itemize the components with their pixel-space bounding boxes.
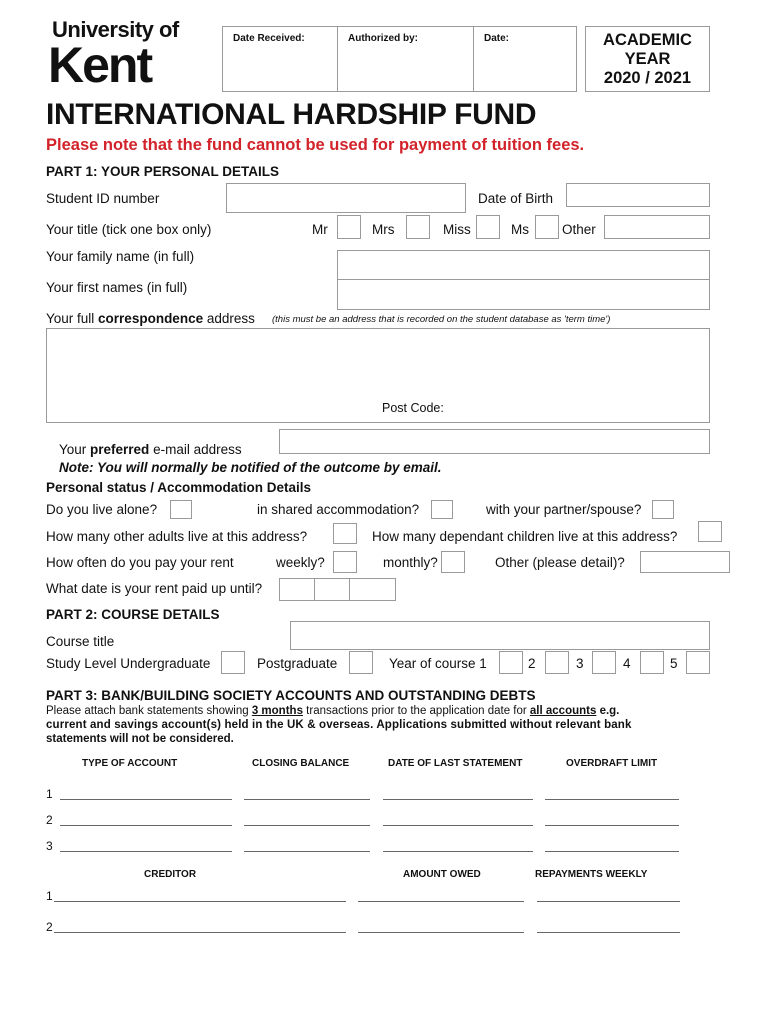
account-row2-number: 2 xyxy=(46,813,53,827)
authorized-by-label: Authorized by: xyxy=(348,33,418,44)
address-label-pre: Your full xyxy=(46,311,99,326)
part3-text-a: Please attach bank statements showing xyxy=(46,705,252,717)
part3-text-c: transactions prior to the application date for xyxy=(302,705,530,717)
account3-date-line[interactable] xyxy=(383,851,533,852)
family-name-label: Your family name (in full) xyxy=(46,249,195,264)
logo-university-of: University of xyxy=(52,17,179,42)
part3-heading: PART 3: BANK/BUILDING SOCIETY ACCOUNTS AND OUTSTANDING DEBTS xyxy=(46,688,536,703)
account1-date-line[interactable] xyxy=(383,799,533,800)
col-type-of-account: TYPE OF ACCOUNT xyxy=(82,758,178,769)
account1-overdraft-line[interactable] xyxy=(545,799,679,800)
debt2-creditor-line[interactable] xyxy=(54,932,346,933)
year5-label: 5 xyxy=(670,656,678,671)
address-note: (this must be an address that is recorded on the student database as 'term time') xyxy=(272,314,611,325)
course-title-label: Course title xyxy=(46,634,115,649)
academic-year-box xyxy=(585,26,710,92)
rent-date-year[interactable] xyxy=(349,578,396,601)
date-label: Date: xyxy=(484,33,510,44)
live-alone-checkbox[interactable] xyxy=(170,500,192,519)
account2-overdraft-line[interactable] xyxy=(545,825,679,826)
account2-date-line[interactable] xyxy=(383,825,533,826)
debt-row1-number: 1 xyxy=(46,889,53,903)
children-label: How many dependant children live at this address? xyxy=(372,529,678,544)
other-title-label: Other xyxy=(562,222,596,237)
year-label: YEAR xyxy=(624,50,671,68)
part3-line1 xyxy=(46,704,726,718)
debt-row2-number: 2 xyxy=(46,920,53,934)
address-label-bold: correspondence xyxy=(98,311,204,326)
account3-balance-line[interactable] xyxy=(244,851,370,852)
account-row1-number: 1 xyxy=(46,787,53,801)
part1-heading: PART 1: YOUR PERSONAL DETAILS xyxy=(46,164,280,179)
status-heading: Personal status / Accommodation Details xyxy=(46,480,312,495)
year4-label: 4 xyxy=(623,656,631,671)
account2-type-line[interactable] xyxy=(60,825,232,826)
monthly-checkbox[interactable] xyxy=(441,551,465,573)
debt1-creditor-line[interactable] xyxy=(54,901,346,902)
date-cell[interactable] xyxy=(473,26,577,92)
year-of-course-label: Year of course 1 xyxy=(389,656,487,671)
other-rent-label: Other (please detail)? xyxy=(495,555,625,570)
tuition-warning: Please note that the fund cannot be used for payment of tuition fees. xyxy=(46,136,585,154)
part2-heading: PART 2: COURSE DETAILS xyxy=(46,607,220,622)
col-overdraft-limit: OVERDRAFT LIMIT xyxy=(566,758,658,769)
address-label-post: address xyxy=(203,311,255,326)
family-name-input[interactable] xyxy=(337,250,710,280)
col-date-last-statement: DATE OF LAST STATEMENT xyxy=(388,758,523,769)
account3-type-line[interactable] xyxy=(60,851,232,852)
email-note: Note: You will normally be notified of the outcome by email. xyxy=(59,460,442,475)
part3-line2: current and savings account(s) held in the UK & overseas. Applications submitted without relevant bank xyxy=(46,719,632,731)
part3-text-d: all accounts xyxy=(529,705,597,717)
account2-balance-line[interactable] xyxy=(244,825,370,826)
miss-label: Miss xyxy=(443,222,471,237)
other-title-input[interactable] xyxy=(604,215,710,239)
ms-checkbox[interactable] xyxy=(535,215,559,239)
student-id-label: Student ID number xyxy=(46,191,160,206)
study-level-label: Study Level Undergraduate xyxy=(46,656,211,671)
mrs-checkbox[interactable] xyxy=(406,215,430,239)
col-closing-balance: CLOSING BALANCE xyxy=(252,758,350,769)
part3-text-b: 3 months xyxy=(251,705,303,717)
year2-checkbox[interactable] xyxy=(545,651,569,674)
logo-kent: Kent xyxy=(48,37,152,93)
email-label xyxy=(59,442,242,457)
ms-label: Ms xyxy=(511,222,529,237)
title-label: Your title (tick one box only) xyxy=(46,222,212,237)
year-value: 2020 / 2021 xyxy=(603,69,692,87)
weekly-label: weekly? xyxy=(276,555,325,570)
col-amount-owed: AMOUNT OWED xyxy=(403,869,481,880)
date-received-label: Date Received: xyxy=(233,33,305,44)
rent-date-day[interactable] xyxy=(279,578,315,601)
other-rent-input[interactable] xyxy=(640,551,730,573)
miss-checkbox[interactable] xyxy=(476,215,500,239)
adults-label: How many other adults live at this address? xyxy=(46,529,308,544)
part3-text-e: e.g. xyxy=(596,705,620,717)
debt1-amount-line[interactable] xyxy=(358,901,524,902)
email-label-bold: preferred xyxy=(90,442,150,457)
debt2-amount-line[interactable] xyxy=(358,932,524,933)
postgraduate-label: Postgraduate xyxy=(257,656,338,671)
weekly-checkbox[interactable] xyxy=(333,551,357,573)
part3-line3: statements will not be considered. xyxy=(46,733,234,745)
undergraduate-checkbox[interactable] xyxy=(221,651,245,674)
year4-checkbox[interactable] xyxy=(640,651,664,674)
authorized-by-cell[interactable] xyxy=(337,26,474,92)
mr-label: Mr xyxy=(312,222,328,237)
course-title-input[interactable] xyxy=(290,621,710,650)
first-names-input[interactable] xyxy=(337,279,710,310)
year1-checkbox[interactable] xyxy=(499,651,523,674)
email-input[interactable] xyxy=(279,429,710,454)
children-input[interactable] xyxy=(698,521,722,542)
email-label-pre: Your xyxy=(59,442,91,457)
shared-checkbox[interactable] xyxy=(431,500,453,519)
account1-type-line[interactable] xyxy=(60,799,232,800)
account3-overdraft-line[interactable] xyxy=(545,851,679,852)
col-repayments-weekly: REPAYMENTS WEEKLY xyxy=(535,869,648,880)
debt2-repayment-line[interactable] xyxy=(537,932,680,933)
rent-freq-label: How often do you pay your rent xyxy=(46,555,234,570)
academic-label: ACADEMIC xyxy=(603,31,692,49)
rent-date-month[interactable] xyxy=(314,578,350,601)
mrs-label: Mrs xyxy=(372,222,395,237)
year3-checkbox[interactable] xyxy=(592,651,616,674)
debt1-repayment-line[interactable] xyxy=(537,901,680,902)
postcode-label: Post Code: xyxy=(382,401,444,415)
year2-label: 2 xyxy=(528,656,536,671)
col-creditor: CREDITOR xyxy=(144,869,197,880)
dob-label: Date of Birth xyxy=(478,191,554,206)
postgraduate-checkbox[interactable] xyxy=(349,651,373,674)
page-title: INTERNATIONAL HARDSHIP FUND xyxy=(46,98,537,131)
shared-label: in shared accommodation? xyxy=(257,502,420,517)
account1-balance-line[interactable] xyxy=(244,799,370,800)
partner-label: with your partner/spouse? xyxy=(486,502,642,517)
first-names-label: Your first names (in full) xyxy=(46,280,188,295)
monthly-label: monthly? xyxy=(383,555,438,570)
student-id-input[interactable] xyxy=(226,183,466,213)
partner-checkbox[interactable] xyxy=(652,500,674,519)
account-row3-number: 3 xyxy=(46,839,53,853)
dob-input[interactable] xyxy=(566,183,710,207)
mr-checkbox[interactable] xyxy=(337,215,361,239)
date-received-cell[interactable] xyxy=(222,26,338,92)
address-textarea[interactable] xyxy=(46,328,710,423)
adults-input[interactable] xyxy=(333,523,357,544)
rent-date-label: What date is your rent paid up until? xyxy=(46,581,263,596)
year3-label: 3 xyxy=(576,656,584,671)
email-label-post: e-mail address xyxy=(149,442,242,457)
year5-checkbox[interactable] xyxy=(686,651,710,674)
part3-instructions xyxy=(46,704,726,746)
live-alone-label: Do you live alone? xyxy=(46,502,158,517)
address-label xyxy=(46,311,255,326)
